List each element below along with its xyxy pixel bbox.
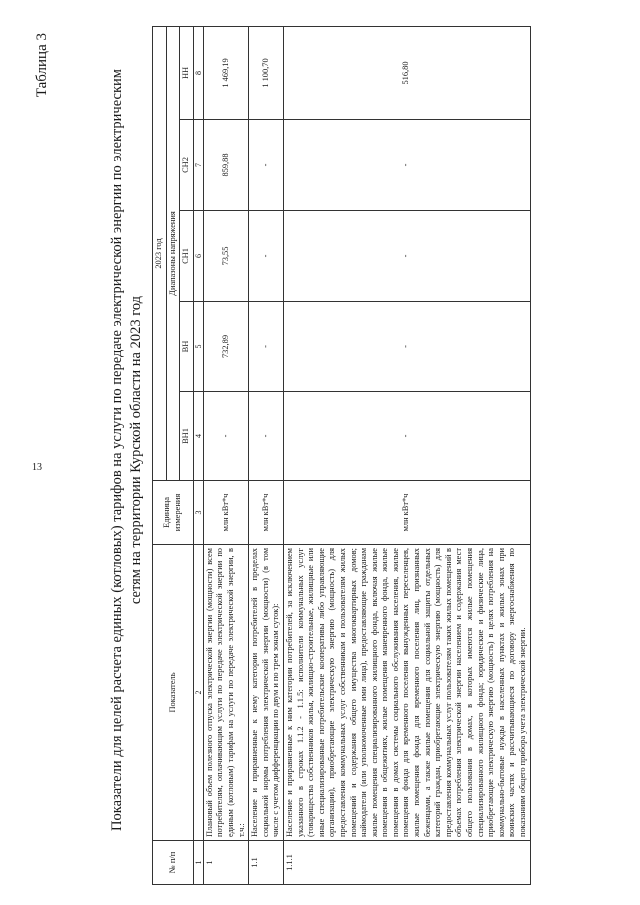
- header-level-vn1: ВН1: [180, 392, 194, 481]
- row-value-sn1: -: [249, 211, 284, 302]
- header-level-sn2: СН2: [180, 120, 194, 211]
- header-level-sn1: СН1: [180, 211, 194, 302]
- row-indicator-text: Плановый объем полезного отпуска электрической энергии (мощности) всем потребителям, оплачивающим услуги по передаче электрической энергии по единым (котловым) тарифам на услуги по передаче электрической энергии, в т.ч.:: [203, 545, 248, 841]
- header-level-nn: НН: [180, 26, 194, 119]
- row-value-sn2: -: [283, 120, 530, 211]
- row-value-nn: 516,80: [283, 26, 530, 119]
- header-level-vn: ВН: [180, 302, 194, 392]
- header-year: 2023 год: [153, 26, 167, 480]
- row-number: 1.1: [249, 841, 284, 885]
- column-number: 4: [193, 392, 203, 481]
- header-unit: Единица измерения: [153, 481, 194, 545]
- rotated-page-content: [10, 25, 610, 885]
- row-value-vn1: -: [283, 392, 530, 481]
- column-number: 5: [193, 302, 203, 392]
- row-unit: млн кВт*ч: [249, 481, 284, 545]
- column-number: 1: [193, 841, 203, 885]
- column-number: 7: [193, 120, 203, 211]
- row-value-sn2: -: [249, 120, 284, 211]
- row-number: 1.1.1: [283, 841, 530, 885]
- header-row-number: № п/п: [153, 841, 194, 885]
- row-unit: млн кВт*ч: [203, 481, 248, 545]
- row-value-nn: 1 469,19: [203, 26, 248, 119]
- column-number: 8: [193, 26, 203, 119]
- table-title-line-2: сетям на территории Курской области на 2023 год: [128, 295, 144, 605]
- row-value-vn1: -: [203, 392, 248, 481]
- row-value-sn1: -: [283, 211, 530, 302]
- table-row: [283, 26, 530, 884]
- row-unit: млн кВт*ч: [283, 481, 530, 545]
- row-value-nn: 1 100,70: [249, 26, 284, 119]
- row-value-sn1: 73,55: [203, 211, 248, 302]
- column-number: 6: [193, 211, 203, 302]
- column-number: 2: [193, 545, 203, 841]
- table-row: [249, 26, 284, 884]
- indicators-table: [152, 26, 531, 885]
- row-indicator-text: Население и приравненные к ним категории потребителей, за исключением указанного в строках 1.1.2 - 1.1.5: исполнители коммунальных услуг (товарищества собственников жилья, жилищно-строительные, жилищные или иные специализированные потребительские кооперативы либо управляющие организации), приобретающие электрическую энергию (мощность) для предоставления коммунальных услуг собственникам и пользователям жилых помещений и содержания общего имущества многоквартирных домов; наймодатели (или уполномоченные ими лица), предоставляющие гражданам жилые помещения специализированного жилищного фонда, включая жилые помещения в общежитиях, жилые помещения маневренного фонда, жилые помещения в домах системы социального обслуживания населения, жилые помещения фонда для временного поселения вынужденных переселенцев, жилые помещения фонда для временного поселения лиц, признанных беженцами, а также жилые помещения для социальной защиты отдельных категорий граждан, приобретающие электрическую энергию (мощность) для предоставления коммунальных услуг пользователям таких жилых помещений в объемах потребления электрической энергии населением и содержания мест общего пользования в домах, в которых имеются жилые помещения специализированного жилищного фонда; юридические и физические лица, приобретающие электрическую энергию (мощность) в целях потребления на коммунально-бытовые нужды в населенных пунктах и жилых зонах при воинских частях и рассчитывающиеся по договору энергоснабжения по показаниям общего прибора учета электрической энергии.: [283, 545, 530, 841]
- page-number: 13: [32, 462, 42, 473]
- row-number: 1: [203, 841, 248, 885]
- row-value-sn2: 859,88: [203, 120, 248, 211]
- header-indicator: Показатель: [153, 545, 194, 841]
- row-value-vn: 732,89: [203, 302, 248, 392]
- header-voltage-ranges: Диапазоны напряжения: [166, 26, 180, 480]
- row-value-vn: -: [249, 302, 284, 392]
- row-value-vn: -: [283, 302, 530, 392]
- row-indicator-text: Население и приравненные к нему категории потребителей в пределах социальной нормы потребления электрической энергии (мощности) (в том числе с учетом дифференциации по двум и по трем зонам суток):: [249, 545, 284, 841]
- table-row: [203, 26, 248, 884]
- column-number: 3: [193, 481, 203, 545]
- row-value-vn1: -: [249, 392, 284, 481]
- table-title-line-1: Показатели для целей расчета единых (котловых) тарифов на услуги по передаче электрической энергии по электрическим: [109, 69, 125, 831]
- table-number: Таблица 3: [34, 33, 50, 98]
